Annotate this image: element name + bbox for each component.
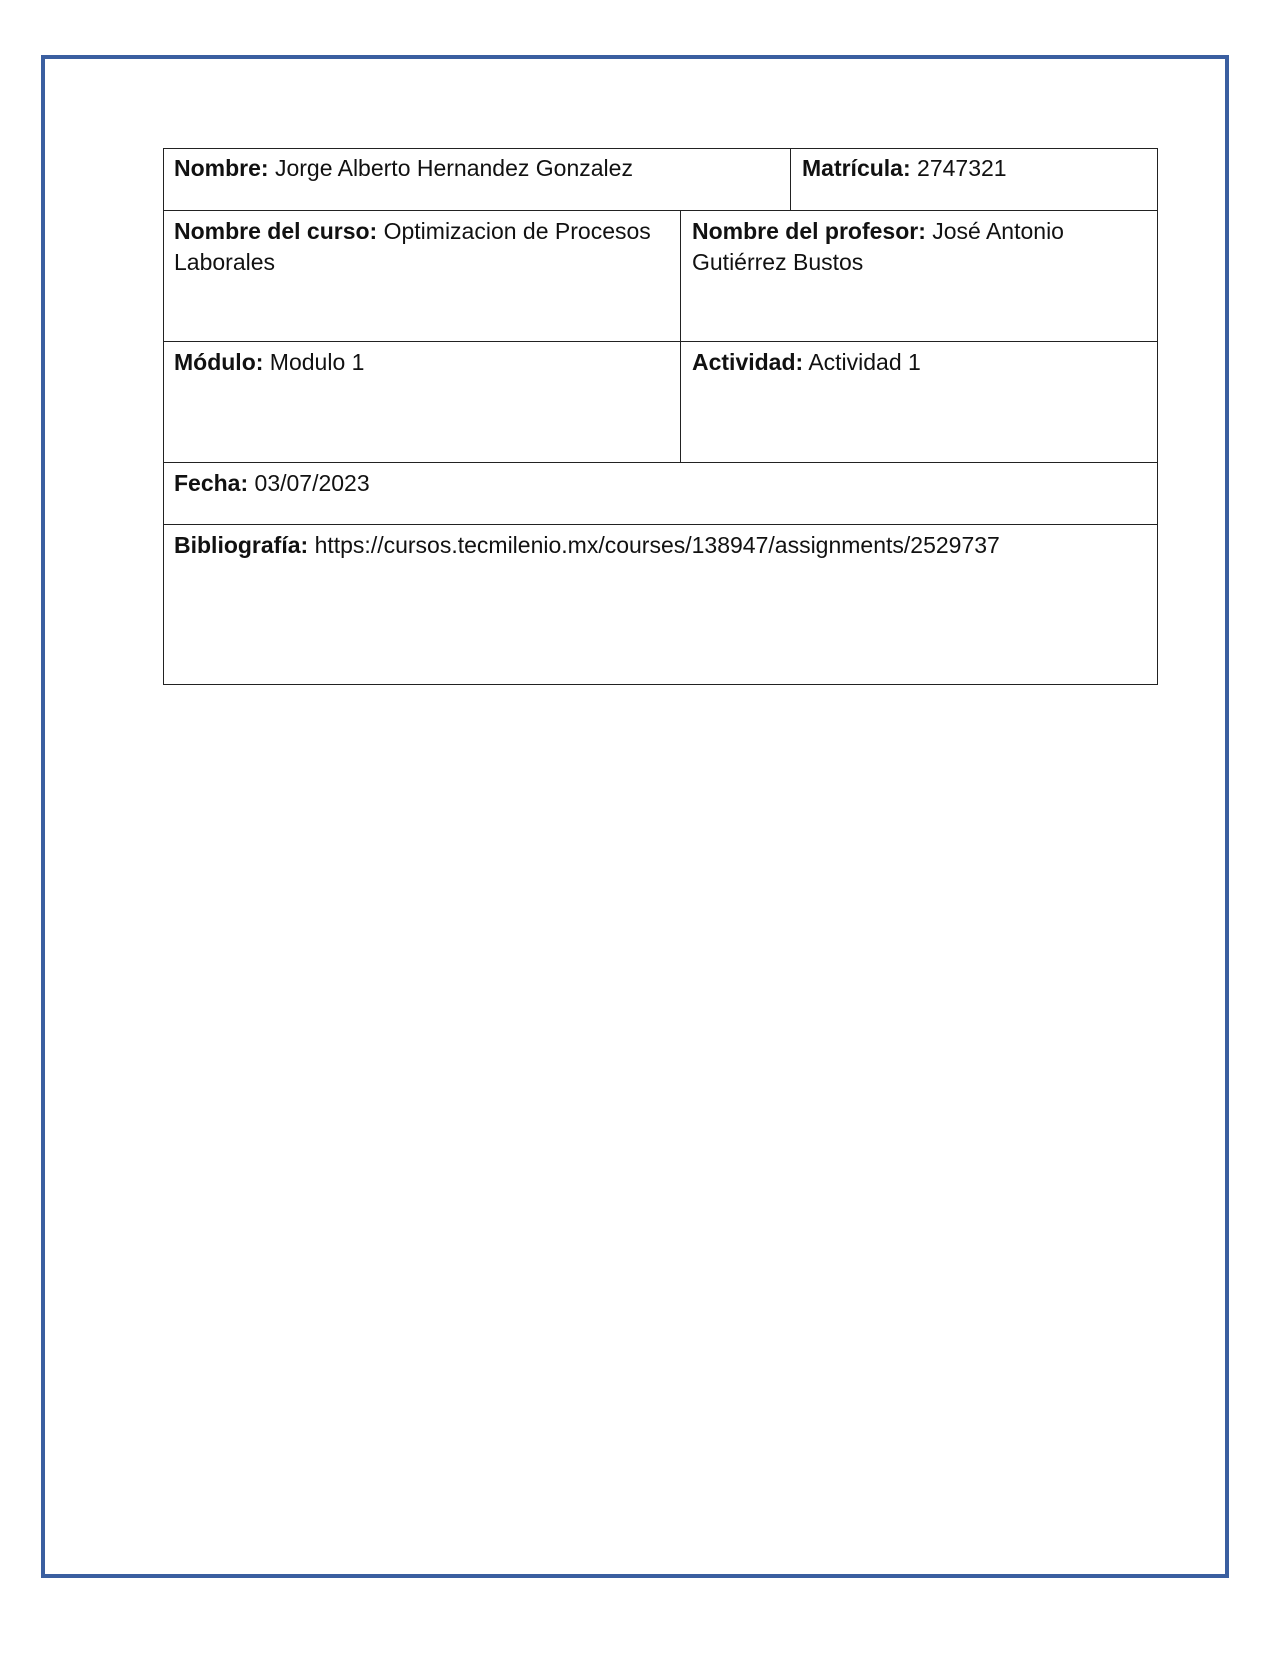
bibliografia-label: Bibliografía:	[174, 532, 309, 558]
matricula-value: 2747321	[917, 155, 1007, 181]
matricula-label: Matrícula:	[802, 155, 911, 181]
cell-matricula	[791, 148, 1158, 211]
cell-bibliografia	[163, 525, 1158, 685]
cell-fecha	[163, 463, 1158, 525]
profesor-value: José Antonio Gutiérrez Bustos	[692, 218, 1064, 275]
fecha-label: Fecha:	[174, 470, 249, 496]
cell-profesor	[681, 211, 1158, 342]
actividad-value: Actividad 1	[808, 349, 921, 375]
nombre-label: Nombre:	[174, 155, 269, 181]
actividad-label: Actividad:	[692, 349, 804, 375]
cell-actividad	[681, 342, 1158, 463]
cell-modulo	[163, 342, 681, 463]
curso-value: Optimizacion de Procesos Laborales	[174, 218, 651, 275]
bibliografia-link[interactable]: https://cursos.tecmilenio.mx/courses/138947/assignments/2529737	[314, 532, 1000, 558]
nombre-value: Jorge Alberto Hernandez Gonzalez	[274, 155, 633, 181]
curso-label: Nombre del curso:	[174, 218, 378, 244]
fecha-value: 03/07/2023	[254, 470, 370, 496]
cell-curso	[163, 211, 681, 342]
modulo-label: Módulo:	[174, 349, 264, 375]
profesor-label: Nombre del profesor:	[692, 218, 926, 244]
modulo-value: Modulo 1	[269, 349, 365, 375]
cell-nombre	[163, 148, 791, 211]
